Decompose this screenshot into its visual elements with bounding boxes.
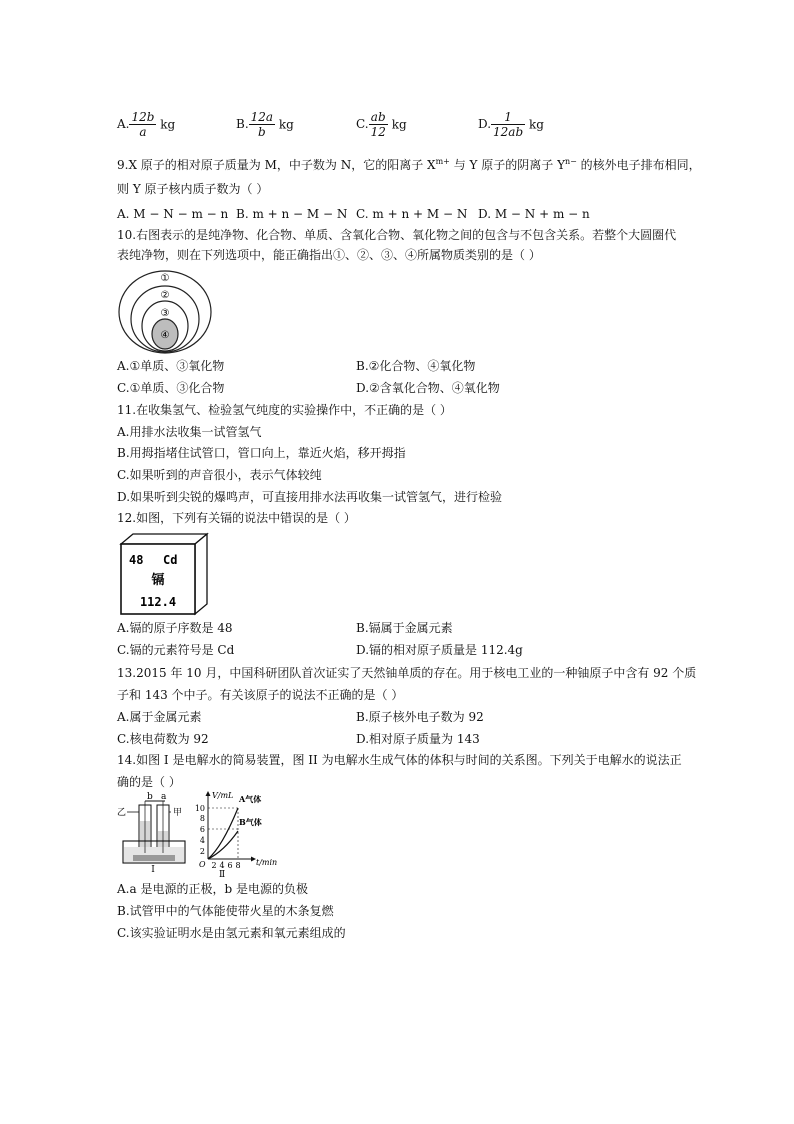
q14-option-b: B.试管甲中的气体能使带火星的木条复燃	[117, 904, 334, 918]
atomic-mass: 112.4	[139, 595, 177, 609]
fraction	[129, 110, 156, 139]
q9-option-a: A. M − N − m − n	[117, 207, 229, 221]
numerator: 12a	[250, 110, 274, 124]
element-symbol: Cd	[163, 553, 178, 567]
electrode-label-b: b	[147, 792, 153, 802]
numerator: 12b	[131, 110, 155, 124]
nested-circles-diagram	[117, 268, 213, 354]
numerator: ab	[369, 110, 388, 125]
x-tick-8: 8	[235, 861, 241, 870]
option-label: D.	[478, 117, 492, 131]
q10-option-d: D.②含氧化合物、④氧化物	[356, 381, 500, 395]
electrode-base	[133, 855, 175, 861]
atomic-number: 48	[129, 553, 144, 567]
denominator: b	[258, 125, 266, 139]
x-axis-label: t/min	[256, 858, 278, 867]
q13-stem-line1: 13.2015 年 10 月，中国科研团队首次证实了天然铀单质的存在。用于核电工业的一种铀原子中含有 92 个质	[117, 666, 697, 680]
q8-option-b	[236, 110, 294, 139]
q11-option-b: B.用拇指堵住试管口，管口向上，靠近火焰，移开拇指	[117, 446, 406, 460]
numerator: 1	[491, 110, 525, 125]
q9-option-b: B. m + n − M − N	[236, 207, 348, 221]
q11-option-d: D.如果听到尖锐的爆鸣声，可直接用排水法再收集一试管氢气，进行检验	[117, 490, 503, 504]
y-tick-4: 4	[199, 836, 205, 845]
q11-stem: 11.在收集氢气、检验氢气纯度的实验操作中，不正确的是（ ）	[117, 403, 452, 417]
y-axis-label: V/mL	[212, 791, 234, 800]
q8-option-d	[478, 110, 544, 139]
tube-label-yi: 乙	[117, 808, 127, 818]
x-tick-2: 2	[211, 861, 217, 870]
q10-option-b: B.②化合物、④氧化物	[356, 359, 476, 373]
x-tick-6: 6	[227, 861, 233, 870]
q9-sup-anion: n−	[565, 157, 577, 166]
circle-label-3: ③	[160, 308, 170, 319]
figure-caption-1: Ⅰ	[151, 865, 155, 875]
cadmium-element-card	[117, 530, 209, 616]
q9-sup-cation: m+	[435, 157, 450, 166]
series-a-label: A气体	[239, 794, 262, 804]
q9-option-c: C. m + n + M − N	[356, 207, 468, 221]
denominator: 12	[370, 125, 386, 139]
card-side-face	[195, 534, 207, 614]
q8-option-a	[117, 110, 175, 139]
fraction	[491, 110, 525, 139]
circle-label-4: ④	[160, 330, 170, 341]
q14-option-c: C.该实验证明水是由氢元素和氧元素组成的	[117, 926, 346, 940]
unit: kg	[391, 117, 407, 132]
q14-stem-line2: 确的是（ ）	[117, 775, 181, 789]
fraction	[249, 110, 275, 139]
circle-label-1: ①	[160, 273, 170, 284]
q13-option-d: D.相对原子质量为 143	[356, 732, 480, 746]
q11-option-c: C.如果听到的声音很小，表示气体较纯	[117, 468, 322, 482]
electrode-label-a: a	[161, 792, 167, 802]
series-b-label: B气体	[239, 817, 262, 827]
q10-option-c: C.①单质、③化合物	[117, 381, 225, 395]
y-tick-8: 8	[199, 814, 205, 823]
q13-option-c: C.核电荷数为 92	[117, 732, 209, 746]
q12-stem: 12.如图，下列有关镉的说法中错误的是（ ）	[117, 511, 356, 525]
y-axis-arrow	[206, 791, 211, 796]
card-top-face	[121, 534, 207, 544]
denominator: 12ab	[493, 125, 524, 139]
q11-option-a: A.用排水法收集一试管氢气	[117, 425, 262, 439]
electrolysis-apparatus-figure	[115, 789, 191, 873]
q13-option-a: A.属于金属元素	[117, 710, 202, 724]
fraction	[369, 110, 388, 139]
option-label: B.	[236, 117, 249, 131]
y-tick-10: 10	[194, 804, 205, 813]
q12-option-b: B.镉属于金属元素	[356, 621, 453, 635]
y-tick-2: 2	[199, 847, 205, 856]
gas-volume-time-graph	[192, 789, 284, 880]
q9-stem-line2: 则 Y 原子核内质子数为（ ）	[117, 182, 269, 196]
q10-option-a: A.①单质、③氧化物	[117, 359, 225, 373]
figure-caption-2: Ⅱ	[218, 870, 226, 880]
unit: kg	[278, 117, 294, 132]
x-tick-4: 4	[219, 861, 225, 870]
circle-label-2: ②	[160, 290, 170, 301]
q13-stem-line2: 子和 143 个中子。有关该原子的说法不正确的是（ ）	[117, 688, 404, 702]
q9-text-a: 9.X 原子的相对原子质量为 M，中子数为 N，它的阳离子 X	[117, 158, 436, 172]
denominator: a	[139, 125, 147, 139]
q14-option-a: A.a 是电源的正极，b 是电源的负极	[117, 882, 308, 896]
element-name: 镉	[151, 573, 165, 588]
q14-stem-line1: 14.如图 I 是电解水的简易装置，图 II 为电解水生成气体的体积与时间的关系图。下列关于电解水的说法正	[117, 753, 682, 767]
origin-label: O	[199, 860, 206, 869]
q13-option-b: B.原子核外电子数为 92	[356, 710, 484, 724]
q12-option-a: A.镉的原子序数是 48	[117, 621, 233, 635]
q12-option-d: D.镉的相对原子质量是 112.4g	[356, 643, 523, 657]
option-label: A.	[117, 117, 130, 131]
q10-stem-line1: 10.右图表示的是纯净物、化合物、单质、含氧化合物、氧化物之间的包含与不包含关系。若整个大圆圈代	[117, 228, 677, 242]
q8-option-c	[356, 110, 407, 139]
q9-text-b: 与 Y 原子的阴离子 Y	[449, 158, 565, 172]
q9-text-c: 的核外电子排布相同，	[576, 158, 701, 172]
unit: kg	[160, 117, 176, 132]
q10-stem-line2: 表纯净物，则在下列选项中，能正确指出①、②、③、④所属物质类别的是（ ）	[117, 248, 541, 262]
q9-option-d: D. M − N + m − n	[478, 207, 590, 221]
series-a-curve	[208, 808, 238, 859]
q9-stem-line1	[117, 153, 701, 174]
unit: kg	[528, 117, 544, 132]
y-tick-6: 6	[199, 825, 205, 834]
tube-label-jia: 甲	[173, 808, 183, 818]
option-label: C.	[356, 117, 369, 131]
q12-option-c: C.镉的元素符号是 Cd	[117, 643, 235, 657]
